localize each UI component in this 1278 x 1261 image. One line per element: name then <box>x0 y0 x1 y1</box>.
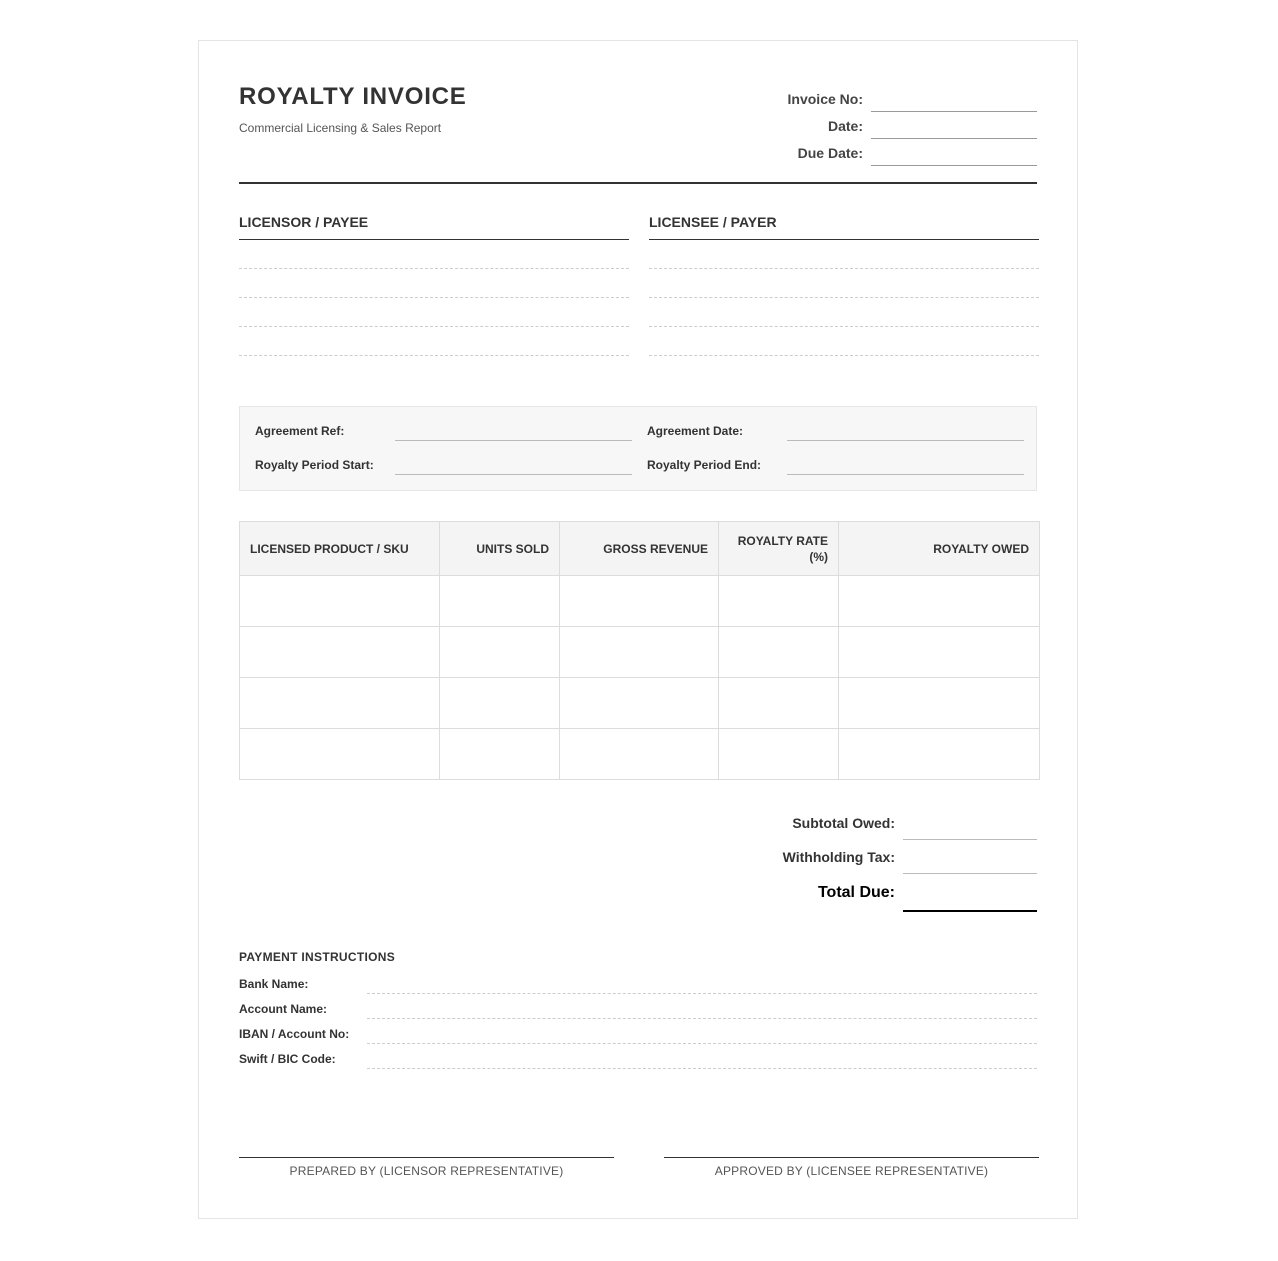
cell-revenue[interactable] <box>560 678 719 729</box>
licensor-line-4[interactable] <box>239 327 629 356</box>
payment-instructions <box>239 950 1037 1069</box>
agreement-ref-row <box>255 420 632 441</box>
period-end-label: Royalty Period End: <box>647 458 762 472</box>
period-end-field[interactable] <box>787 454 1024 475</box>
col-royalty-owed: ROYALTY OWED <box>839 522 1040 576</box>
prepared-by-signature[interactable]: PREPARED BY (LICENSOR REPRESENTATIVE) <box>239 1157 614 1178</box>
agreement-date-row <box>647 420 1024 441</box>
total-due-row <box>737 874 1037 912</box>
total-due-label: Total Due: <box>817 884 895 901</box>
due-date-label: Due Date: <box>797 145 863 161</box>
cell-product[interactable] <box>240 576 440 627</box>
licensee-title: LICENSEE / PAYER <box>649 214 1039 240</box>
withholding-row <box>737 840 1037 874</box>
iban-label: IBAN / Account No: <box>239 1027 350 1041</box>
licensor-line-1[interactable] <box>239 240 629 269</box>
swift-label: Swift / BIC Code: <box>239 1052 336 1066</box>
account-name-row <box>239 994 1037 1019</box>
cell-owed[interactable] <box>839 678 1040 729</box>
agreement-box <box>239 406 1037 491</box>
invoice-number-field[interactable] <box>871 89 1037 112</box>
table-row <box>240 627 1040 678</box>
invoice-subtitle: Commercial Licensing & Sales Report <box>239 121 442 135</box>
col-product-sku: LICENSED PRODUCT / SKU <box>240 522 440 576</box>
licensor-line-3[interactable] <box>239 298 629 327</box>
table-header-row <box>240 522 1040 576</box>
agreement-ref-field[interactable] <box>395 420 632 441</box>
swift-row <box>239 1044 1037 1069</box>
cell-revenue[interactable] <box>560 576 719 627</box>
totals-section <box>737 806 1037 912</box>
invoice-number-label: Invoice No: <box>787 91 863 107</box>
bank-name-row <box>239 969 1037 994</box>
swift-field[interactable] <box>367 1048 1037 1069</box>
payment-title: PAYMENT INSTRUCTIONS <box>239 950 396 964</box>
licensee-line-2[interactable] <box>649 269 1039 298</box>
cell-product[interactable] <box>240 627 440 678</box>
cell-units[interactable] <box>440 678 560 729</box>
licensor-title: LICENSOR / PAYEE <box>239 214 629 240</box>
iban-row <box>239 1019 1037 1044</box>
col-gross-revenue: GROSS REVENUE <box>560 522 719 576</box>
invoice-meta <box>777 85 1037 166</box>
cell-units[interactable] <box>440 729 560 780</box>
agreement-date-field[interactable] <box>787 420 1024 441</box>
withholding-label: Withholding Tax: <box>782 849 895 865</box>
cell-revenue[interactable] <box>560 627 719 678</box>
royalty-table <box>239 521 1040 780</box>
cell-owed[interactable] <box>839 729 1040 780</box>
col-units-sold: UNITS SOLD <box>440 522 560 576</box>
bank-name-field[interactable] <box>367 973 1037 994</box>
cell-owed[interactable] <box>839 627 1040 678</box>
agreement-date-label: Agreement Date: <box>647 424 744 438</box>
account-name-field[interactable] <box>367 998 1037 1019</box>
cell-rate[interactable] <box>719 576 839 627</box>
licensee-line-1[interactable] <box>649 240 1039 269</box>
cell-units[interactable] <box>440 627 560 678</box>
subtotal-field[interactable] <box>903 809 1037 840</box>
bank-name-label: Bank Name: <box>239 977 309 991</box>
total-due-field[interactable] <box>903 876 1037 912</box>
cell-revenue[interactable] <box>560 729 719 780</box>
cell-rate[interactable] <box>719 678 839 729</box>
invoice-date-label: Date: <box>827 118 863 134</box>
cell-owed[interactable] <box>839 576 1040 627</box>
approved-by-signature[interactable]: APPROVED BY (LICENSEE REPRESENTATIVE) <box>664 1157 1039 1178</box>
period-end-row <box>647 454 1024 475</box>
licensee-line-3[interactable] <box>649 298 1039 327</box>
cell-product[interactable] <box>240 729 440 780</box>
invoice-page <box>198 40 1078 1219</box>
licensor-line-2[interactable] <box>239 269 629 298</box>
period-start-label: Royalty Period Start: <box>255 458 374 472</box>
cell-units[interactable] <box>440 576 560 627</box>
licensee-line-4[interactable] <box>649 327 1039 356</box>
licensee-section <box>649 214 1039 356</box>
period-start-row <box>255 454 632 475</box>
agreement-ref-label: Agreement Ref: <box>255 424 345 438</box>
invoice-date-row <box>777 112 1037 139</box>
due-date-row <box>777 139 1037 166</box>
table-row <box>240 576 1040 627</box>
invoice-number-row <box>777 85 1037 112</box>
licensor-section <box>239 214 629 356</box>
table-row <box>240 678 1040 729</box>
col-royalty-rate: ROYALTY RATE (%) <box>719 522 839 576</box>
invoice-title: ROYALTY INVOICE <box>239 83 467 110</box>
subtotal-row <box>737 806 1037 840</box>
invoice-date-field[interactable] <box>871 116 1037 139</box>
header-divider <box>239 182 1037 184</box>
due-date-field[interactable] <box>871 143 1037 166</box>
period-start-field[interactable] <box>395 454 632 475</box>
subtotal-label: Subtotal Owed: <box>792 815 895 831</box>
iban-field[interactable] <box>367 1023 1037 1044</box>
withholding-field[interactable] <box>903 843 1037 874</box>
cell-rate[interactable] <box>719 627 839 678</box>
cell-rate[interactable] <box>719 729 839 780</box>
table-row <box>240 729 1040 780</box>
cell-product[interactable] <box>240 678 440 729</box>
account-name-label: Account Name: <box>239 1002 328 1016</box>
